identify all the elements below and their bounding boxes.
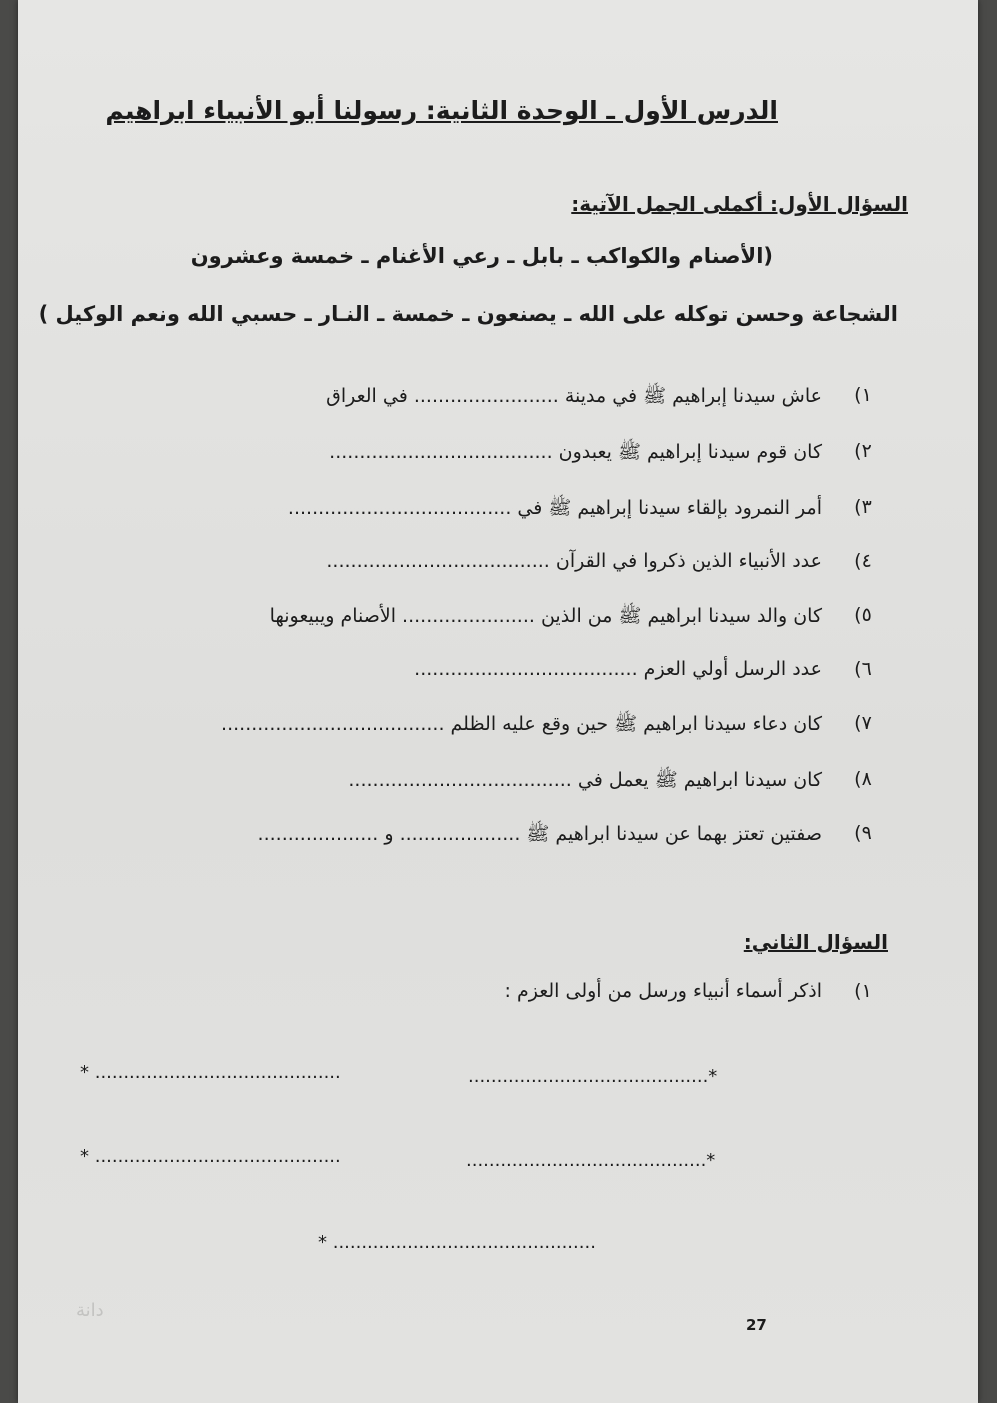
item-text: عاش سيدنا إبراهيم ﷺ في مدينة ........................ في العراق bbox=[326, 385, 822, 407]
list-item bbox=[58, 822, 878, 852]
watermark: دانة bbox=[76, 1300, 104, 1321]
item-number: ٢) bbox=[854, 440, 872, 462]
list-item bbox=[58, 604, 878, 634]
list-item bbox=[58, 712, 878, 742]
item-number: ٦) bbox=[854, 658, 872, 680]
item-text: كان دعاء سيدنا ابراهيم ﷺ حين وقع عليه الظلم ..................................... bbox=[221, 713, 822, 735]
item-number: ٣) bbox=[854, 496, 872, 518]
item-number: ٤) bbox=[854, 550, 872, 572]
answer-blank: * ........................................... bbox=[80, 1062, 341, 1083]
item-text: كان سيدنا ابراهيم ﷺ يعمل في ..................................... bbox=[348, 769, 822, 791]
item-number: ٥) bbox=[854, 604, 872, 626]
answer-blank: ..........................................* bbox=[466, 1150, 716, 1171]
list-item bbox=[58, 384, 878, 414]
list-item bbox=[58, 980, 878, 1010]
item-text: أمر النمرود بإلقاء سيدنا إبراهيم ﷺ في ..................................... bbox=[287, 497, 822, 519]
item-text: كان قوم سيدنا إبراهيم ﷺ يعبدون ..................................... bbox=[329, 441, 822, 463]
page-number: 27 bbox=[746, 1316, 767, 1334]
item-number: ٧) bbox=[854, 712, 872, 734]
list-item bbox=[58, 550, 878, 580]
item-number: ١) bbox=[854, 980, 872, 1002]
item-text: كان والد سيدنا ابراهيم ﷺ من الذين ...................... الأصنام ويبيعونها bbox=[269, 605, 822, 627]
answer-blank: ..........................................* bbox=[468, 1066, 718, 1087]
item-text: عدد الرسل أولي العزم ..................................... bbox=[414, 658, 822, 680]
answer-blank: * .............................................. bbox=[318, 1232, 596, 1253]
list-item bbox=[58, 768, 878, 798]
word-bank-line-1: (الأصنام والكواكب ـ بابل ـ رعي الأغنام ـ خمسة وعشرون bbox=[190, 244, 773, 268]
item-number: ٨) bbox=[854, 768, 872, 790]
item-text: اذكر أسماء أنبياء ورسل من أولى العزم : bbox=[504, 980, 822, 1002]
answer-blank: * ........................................... bbox=[80, 1146, 341, 1167]
page-title: الدرس الأول ـ الوحدة الثانية: رسولنا أبو الأنبياء ابراهيم bbox=[105, 96, 778, 125]
list-item bbox=[58, 658, 878, 688]
item-text: عدد الأنبياء الذين ذكروا في القرآن ..................................... bbox=[326, 550, 822, 572]
question-2-heading: السؤال الثاني: bbox=[743, 930, 888, 954]
list-item bbox=[58, 440, 878, 470]
item-text: صفتين تعتز بهما عن سيدنا ابراهيم ﷺ .................... و .................... bbox=[257, 823, 822, 845]
question-1-heading: السؤال الأول: أكملى الجمل الآتية: bbox=[571, 192, 908, 216]
item-number: ٩) bbox=[854, 822, 872, 844]
word-bank-line-2: الشجاعة وحسن توكله على الله ـ يصنعون ـ خمسة ـ النـار ـ حسبي الله ونعم الوكيل ) bbox=[38, 302, 898, 326]
worksheet-page bbox=[18, 0, 978, 1403]
list-item bbox=[58, 496, 878, 526]
item-number: ١) bbox=[854, 384, 872, 406]
